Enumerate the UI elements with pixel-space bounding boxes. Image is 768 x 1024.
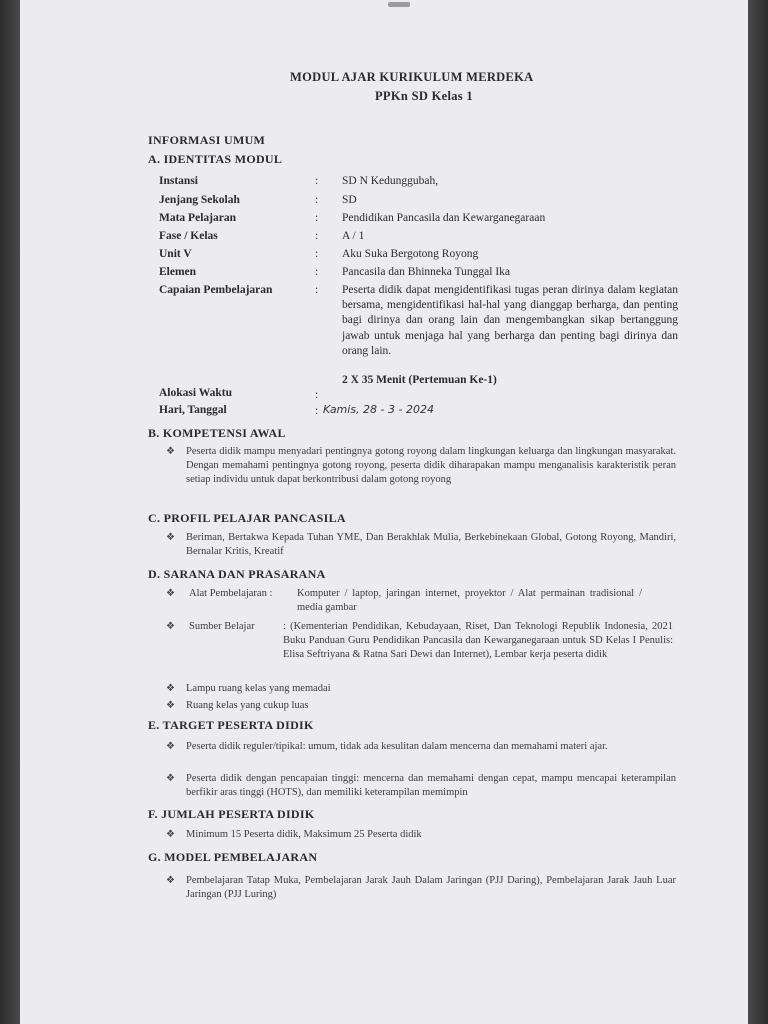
label-instansi: Instansi — [159, 175, 198, 187]
kompetensi-text: Peserta didik mampu menyadari pentingnya gotong royong dalam lingkungan keluarga dan lingkungan masyarakat. Dengan memahami pentingnya gotong royong, peserta didik diharapakan mampu menganalisis karakteristik peran setiap individu untuk dapat berkontribusi dalam gotong royong — [186, 446, 676, 486]
colon: : — [315, 194, 319, 206]
value-elemen: Pancasila dan Bhinneka Tunggal Ika — [342, 266, 511, 278]
value-unit: Aku Suka Bergotong Royong — [342, 248, 479, 260]
document-title: MODUL AJAR KURIKULUM MERDEKA — [290, 70, 534, 84]
value-mapel: Pendidikan Pancasila dan Kewarganegaraan — [342, 212, 546, 224]
diamond-bullet-icon: ❖ — [166, 683, 175, 694]
label-jenjang: Jenjang Sekolah — [159, 194, 240, 206]
diamond-bullet-icon: ❖ — [166, 700, 175, 711]
value-hari-handwritten: Kamis, 28 - 3 - 2024 — [323, 403, 434, 416]
sarana-heading: D. SARANA DAN PRASARANA — [148, 567, 326, 581]
diamond-bullet-icon: ❖ — [166, 875, 175, 886]
right-shadow — [748, 0, 768, 1024]
diamond-bullet-icon: ❖ — [166, 532, 175, 543]
profil-text: Beriman, Bertakwa Kepada Tuhan YME, Dan Berakhlak Mulia, Berkebinekaan Global, Gotong Royong, Mandiri, Bernalar Kritis, Kreatif — [186, 532, 676, 558]
jumlah-heading: F. JUMLAH PESERTA DIDIK — [148, 807, 315, 821]
label-hari: Hari, Tanggal — [159, 404, 227, 416]
target-text-1: Peserta didik reguler/tipikal: umum, tidak ada kesulitan dalam mencerna dan memahami materi ajar. — [186, 741, 608, 752]
sumber-label: Sumber Belajar — [189, 621, 255, 632]
left-shadow — [0, 0, 20, 1024]
colon: : — [315, 284, 319, 296]
value-capaian: Peserta didik dapat mengidentifikasi tugas peran dirinya dalam kegiatan bersama, mengidentifikasi hal-hal yang dianggap berharga, dan penting bagi dirinya dan orang lain dan mengembangkan sikap bertanggung jawab untuk menjaga hal yang berharga dan penting bagi dirinya dan orang lain. — [342, 284, 678, 357]
kompetensi-heading: B. KOMPETENSI AWAL — [148, 426, 286, 440]
colon: : — [315, 212, 319, 224]
alat-label: Alat Pembelajaran : — [189, 588, 273, 599]
diamond-bullet-icon: ❖ — [166, 621, 175, 632]
colon: : — [315, 175, 319, 187]
label-elemen: Elemen — [159, 266, 197, 278]
label-mapel: Mata Pelajaran — [159, 212, 236, 224]
colon: : — [315, 230, 319, 242]
colon: : — [315, 405, 319, 417]
label-capaian: Capaian Pembelajaran — [159, 284, 273, 296]
document-subtitle: PPKn SD Kelas 1 — [375, 89, 473, 103]
diamond-bullet-icon: ❖ — [166, 773, 175, 784]
diamond-bullet-icon: ❖ — [166, 741, 175, 752]
punch-mark — [388, 2, 410, 7]
alat-value: Komputer / laptop, jaringan internet, proyektor / Alat permainan tradisional / media gambar — [297, 588, 642, 614]
target-text-2: Peserta didik dengan pencapaian tinggi: mencerna dan memahami dengan cepat, mampu mencapai keterampilan berfikir aras tinggi (HOTS), dan memiliki keterampilan memimpin — [186, 773, 676, 799]
value-instansi: SD N Kedunggubah, — [342, 175, 439, 187]
target-heading: E. TARGET PESERTA DIDIK — [148, 718, 314, 732]
model-heading: G. MODEL PEMBELAJARAN — [148, 850, 318, 864]
ruang-text: Ruang kelas yang cukup luas — [186, 700, 309, 711]
label-fase: Fase / Kelas — [159, 230, 218, 242]
colon: : — [315, 248, 319, 260]
diamond-bullet-icon: ❖ — [166, 446, 175, 457]
colon: : — [315, 389, 319, 401]
lampu-text: Lampu ruang kelas yang memadai — [186, 683, 331, 694]
sumber-value: : (Kementerian Pendidikan, Kebudayaan, Riset, Dan Teknologi Republik Indonesia, 2021 Buku Panduan Guru Pendidikan Pancasila dan Kewarganegaraan untuk SD Kelas I Penulis: Elisa Seftriyana & Ratna Sari Dewi dan Internet), Lembar kerja peserta didik — [283, 621, 673, 661]
colon: : — [315, 266, 319, 278]
diamond-bullet-icon: ❖ — [166, 829, 175, 840]
model-text: Pembelajaran Tatap Muka, Pembelajaran Jarak Jauh Dalam Jaringan (PJJ Daring), Pembelajaran Jarak Jauh Luar Jaringan (PJJ Luring) — [186, 875, 676, 901]
value-alokasi: 2 X 35 Menit (Pertemuan Ke-1) — [342, 374, 497, 386]
label-alokasi: Alokasi Waktu — [159, 387, 232, 399]
document-page — [20, 0, 748, 1024]
value-jenjang: SD — [342, 194, 357, 206]
jumlah-text: Minimum 15 Peserta didik, Maksimum 25 Peserta didik — [186, 829, 422, 840]
profil-heading: C. PROFIL PELAJAR PANCASILA — [148, 511, 346, 525]
diamond-bullet-icon: ❖ — [166, 588, 175, 599]
info-umum-heading: INFORMASI UMUM — [148, 133, 266, 147]
label-unit: Unit V — [159, 248, 192, 260]
identitas-heading: A. IDENTITAS MODUL — [148, 152, 283, 166]
value-fase: A / 1 — [342, 230, 365, 242]
